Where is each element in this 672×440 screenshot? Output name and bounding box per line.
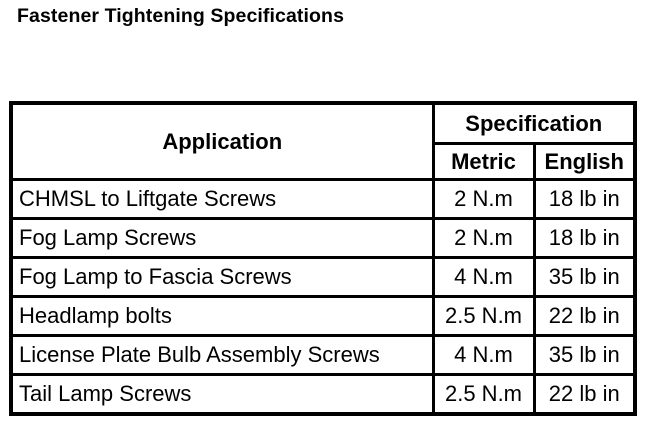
table-header [11,103,635,180]
table-row [11,258,635,297]
table-row [11,219,635,258]
table-row [11,297,635,336]
cell-application: License Plate Bulb Assembly Screws [11,336,433,375]
table-row [11,336,635,375]
header-specification: Specification [433,103,635,144]
cell-application: Tail Lamp Screws [11,375,433,415]
cell-english: 18 lb in [534,219,635,258]
fastener-spec-table [9,101,637,416]
cell-metric: 4 N.m [433,336,534,375]
cell-application: Fog Lamp Screws [11,219,433,258]
table-body [11,180,635,415]
cell-metric: 2.5 N.m [433,375,534,415]
header-english: English [534,144,635,180]
table-row [11,375,635,415]
cell-metric: 2.5 N.m [433,297,534,336]
cell-metric: 4 N.m [433,258,534,297]
cell-english: 35 lb in [534,336,635,375]
cell-application: CHMSL to Liftgate Screws [11,180,433,219]
cell-metric: 2 N.m [433,180,534,219]
cell-application: Headlamp bolts [11,297,433,336]
cell-english: 22 lb in [534,297,635,336]
cell-english: 35 lb in [534,258,635,297]
cell-english: 18 lb in [534,180,635,219]
cell-metric: 2 N.m [433,219,534,258]
cell-application: Fog Lamp to Fascia Screws [11,258,433,297]
header-application: Application [11,103,433,180]
cell-english: 22 lb in [534,375,635,415]
page-title: Fastener Tightening Specifications [17,5,345,27]
table-row [11,180,635,219]
header-metric: Metric [433,144,534,180]
